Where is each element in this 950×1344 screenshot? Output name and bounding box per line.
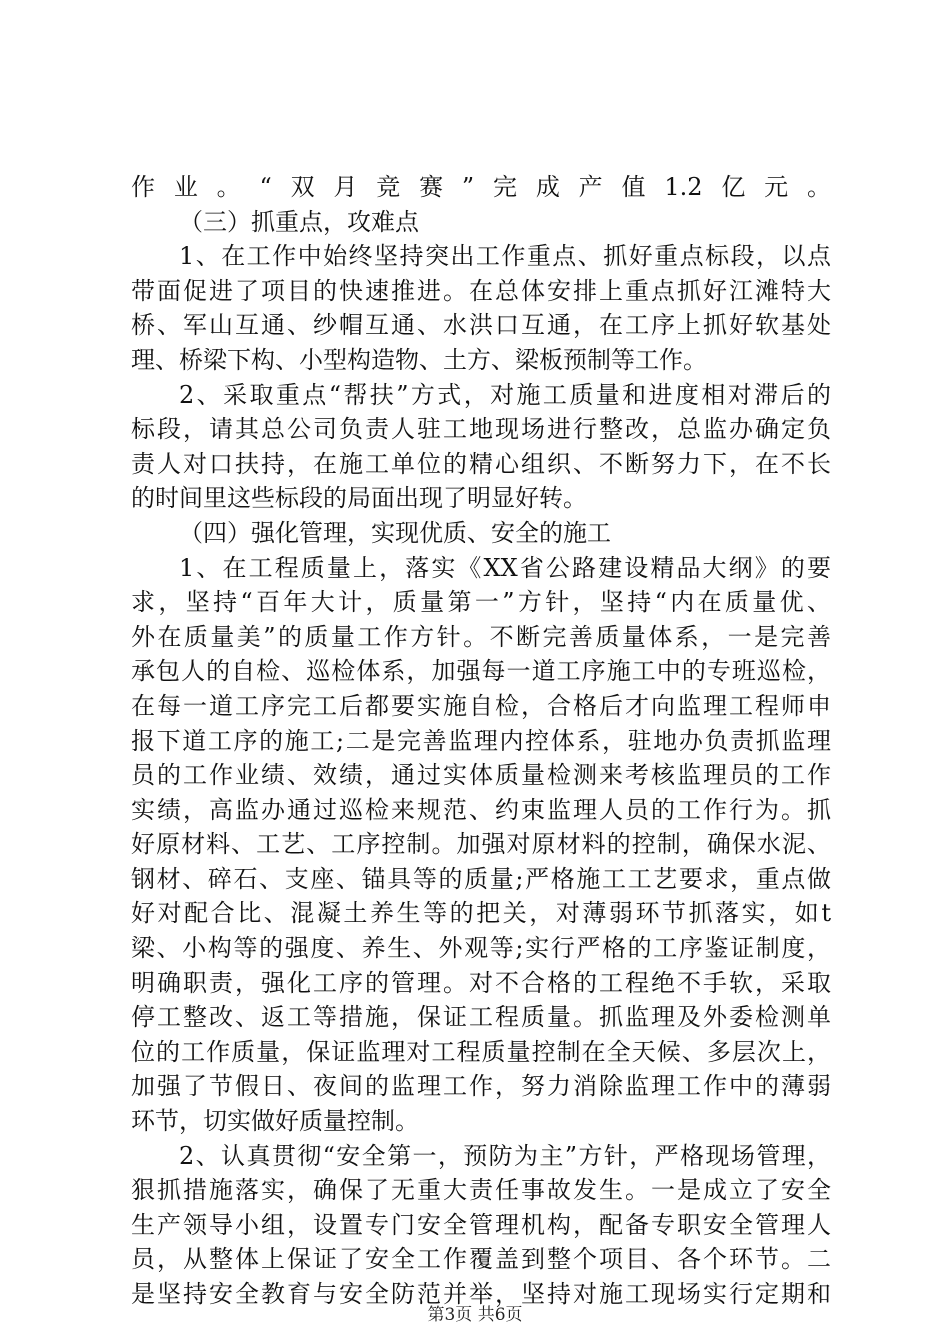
section-heading-3: （三）抓重点，攻难点 (179, 207, 419, 236)
text-line: 2、认真贯彻“安全第一，预防为主”方针，严格现场管理， (179, 1141, 831, 1170)
text-line: 狠抓措施落实，确保了无重大责任事故发生。一是成立了安全 (131, 1176, 831, 1205)
text-line: 桥、军山互通、纱帽互通、水洪口互通，在工序上抓好软基处 (131, 311, 831, 340)
text-line: 承包人的自检、巡检体系，加强每一道工序施工中的专班巡检， (131, 657, 831, 686)
text-line: 带面促进了项目的快速推进。在总体安排上重点抓好江滩特大 (131, 276, 831, 305)
text-line: 明确职责，强化工序的管理。对不合格的工程绝不手软，采取 (131, 968, 831, 997)
text-line: 1、在工作中始终坚持突出工作重点、抓好重点标段，以点 (179, 242, 831, 271)
text-line: 理、桥梁下构、小型构造物、土方、梁板预制等工作。 (131, 345, 707, 374)
page-footer: 第3页 共6页 (427, 1305, 523, 1325)
text-line: 梁、小构等的强度、养生、外观等;实行严格的工序鉴证制度， (131, 934, 831, 963)
text-line: 生产领导小组，设置专门安全管理机构，配备专职安全管理人 (131, 1210, 831, 1239)
text-line: 求，坚持“百年大计，质量第一”方针，坚持“内在质量优、 (131, 588, 831, 617)
text-line: 位的工作质量，保证监理对工程质量控制在全天候、多层次上， (131, 1037, 831, 1066)
text-line: 停工整改、返工等措施，保证工程质量。抓监理及外委检测单 (131, 1003, 831, 1032)
text-line: 员的工作业绩、效绩，通过实体质量检测来考核监理员的工作 (131, 761, 831, 790)
text-line: 2、采取重点“帮扶”方式，对施工质量和进度相对滞后的 (179, 380, 831, 409)
text-line: 标段，请其总公司负责人驻工地现场进行整改，总监办确定负 (131, 415, 831, 444)
section-heading-4: （四）强化管理，实现优质、安全的施工 (179, 518, 611, 547)
document-body (131, 170, 831, 1312)
text-line: 钢材、碎石、支座、锚具等的质量;严格施工工艺要求，重点做 (131, 864, 831, 893)
text-line: 报下道工序的施工;二是完善监理内控体系，驻地办负责抓监理 (131, 726, 831, 755)
text-line: 外在质量美”的质量工作方针。不断完善质量体系，一是完善 (131, 622, 831, 651)
text-line: 责人对口扶持，在施工单位的精心组织、不断努力下，在不长 (131, 449, 831, 478)
text-line: 实绩，高监办通过巡检来规范、约束监理人员的工作行为。抓 (131, 795, 831, 824)
text-line: 好原材料、工艺、工序控制。加强对原材料的控制，确保水泥、 (131, 830, 831, 859)
text-line: 的时间里这些标段的局面出现了明显好转。 (131, 484, 587, 513)
text-line: 加强了节假日、夜间的监理工作，努力消除监理工作中的薄弱 (131, 1072, 831, 1101)
text-line: 环节，切实做好质量控制。 (131, 1107, 419, 1136)
text-line: 1、在工程质量上，落实《XX省公路建设精品大纲》的要 (179, 553, 831, 582)
text-line: 是坚持安全教育与安全防范并举，坚持对施工现场实行定期和 (131, 1280, 831, 1308)
text-line: 在每一道工序完工后都要实施自检，合格后才向监理工程师申 (131, 691, 831, 720)
text-line: 作业。“双月竞赛”完成产值1.2亿元。 (131, 173, 831, 201)
text-line: 员，从整体上保证了安全工作覆盖到整个项目、各个环节。二 (131, 1245, 831, 1274)
text-line: 好对配合比、混凝土养生等的把关，对薄弱环节抓落实，如t (131, 899, 831, 928)
